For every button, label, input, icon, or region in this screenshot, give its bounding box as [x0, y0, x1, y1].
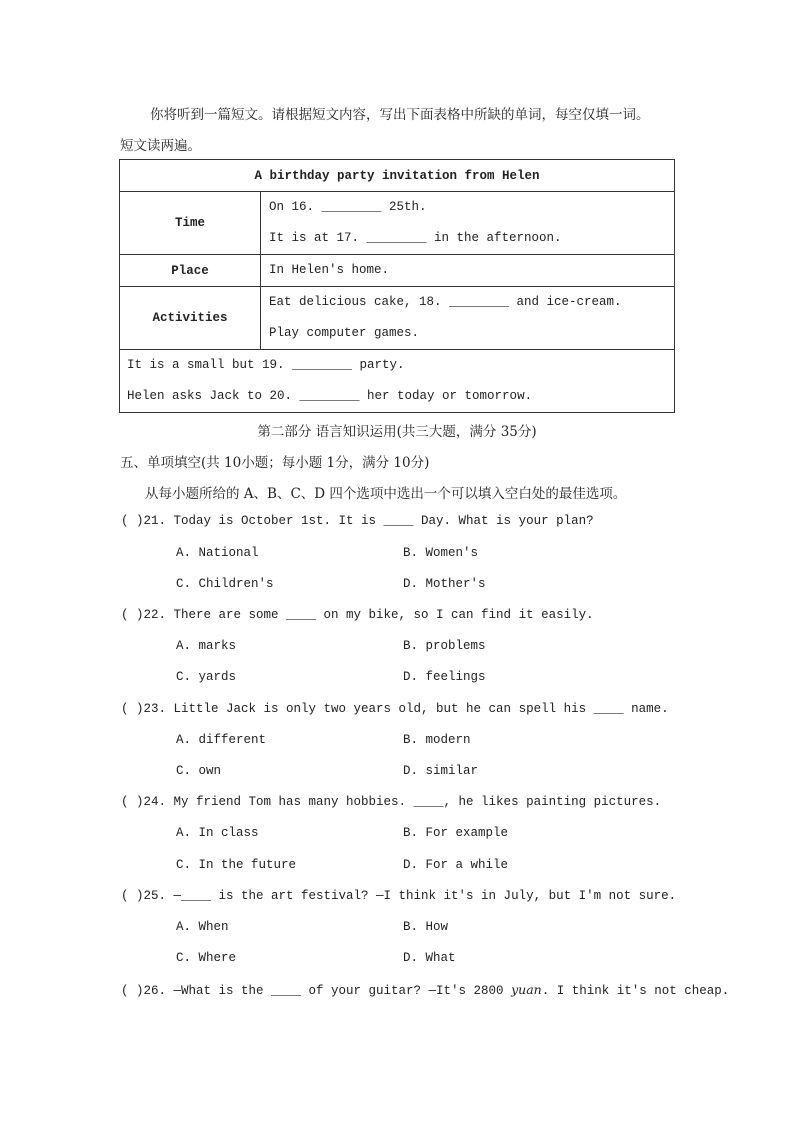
q25-option-b: B. How	[403, 920, 449, 934]
question-23-stem: ( )23. Little Jack is only two years old, but he can spell his ____ name.	[121, 702, 669, 716]
question-21-stem: ( )21. Today is October 1st. It is ____ Day. What is your plan?	[121, 514, 594, 528]
bottom-line-1: It is a small but 19. ________ party.	[127, 358, 405, 372]
time-line-2: It is at 17. ________ in the afternoon.	[269, 231, 562, 245]
q22-option-d: D. feelings	[403, 670, 486, 684]
q21-option-b: B. Women's	[403, 546, 479, 560]
q23-option-b: B. modern	[403, 733, 471, 747]
q21-option-d: D. Mother's	[403, 577, 486, 591]
q23-option-a: A. different	[176, 733, 267, 747]
bottom-line-2: Helen asks Jack to 20. ________ her today or tomorrow.	[127, 389, 533, 403]
question-22-stem: ( )22. There are some ____ on my bike, so I can find it easily.	[121, 608, 594, 622]
q25-option-d: D. What	[403, 951, 456, 965]
q25-option-c: C. Where	[176, 951, 237, 965]
q26-text-before: ( )26. —What is the ____ of your guitar? —It's 2800	[121, 984, 512, 998]
question-26-stem	[121, 982, 729, 998]
activities-line-1: Eat delicious cake, 18. ________ and ice-cream.	[269, 295, 622, 309]
table-title: A birthday party invitation from Helen	[120, 160, 675, 192]
row-label-time: Time	[120, 192, 261, 255]
part2-title: 第二部分 语言知识运用(共三大题，满分 35分)	[257, 424, 537, 440]
q22-option-b: B. problems	[403, 639, 486, 653]
activities-line-2: Play computer games.	[269, 326, 420, 340]
q24-option-c: C. In the future	[176, 858, 297, 872]
q25-option-a: A. When	[176, 920, 229, 934]
question-24-stem: ( )24. My friend Tom has many hobbies. ____, he likes painting pictures.	[121, 795, 662, 809]
q24-option-a: A. In class	[176, 826, 259, 840]
section5-title: 五、单项填空(共 10小题；每小题 1分，满分 10分)	[120, 455, 430, 471]
time-line-1: On 16. ________ 25th.	[269, 200, 427, 214]
q26-text-after: . I think it's not cheap.	[541, 984, 730, 998]
q24-option-b: B. For example	[403, 826, 509, 840]
row-label-place: Place	[120, 255, 261, 287]
q23-option-c: C. own	[176, 764, 222, 778]
q22-option-a: A. marks	[176, 639, 237, 653]
q22-option-c: C. yards	[176, 670, 237, 684]
row-label-activities: Activities	[120, 287, 261, 350]
q21-option-a: A. National	[176, 546, 259, 560]
listening-instruction-line1: 你将听到一篇短文。请根据短文内容，写出下面表格中所缺的单词，每空仅填一词。	[150, 107, 650, 123]
q24-option-d: D. For a while	[403, 858, 509, 872]
invitation-table	[119, 159, 675, 413]
q26-currency: yuan	[511, 982, 542, 997]
q21-option-c: C. Children's	[176, 577, 274, 591]
question-25-stem: ( )25. —____ is the art festival? —I think it's in July, but I'm not sure.	[121, 889, 677, 903]
place-line-1: In Helen's home.	[269, 263, 390, 277]
listening-instruction-line2: 短文读两遍。	[120, 138, 201, 154]
section5-instruction: 从每小题所给的 A、B、C、D 四个选项中选出一个可以填入空白处的最佳选项。	[145, 486, 627, 502]
q23-option-d: D. similar	[403, 764, 479, 778]
